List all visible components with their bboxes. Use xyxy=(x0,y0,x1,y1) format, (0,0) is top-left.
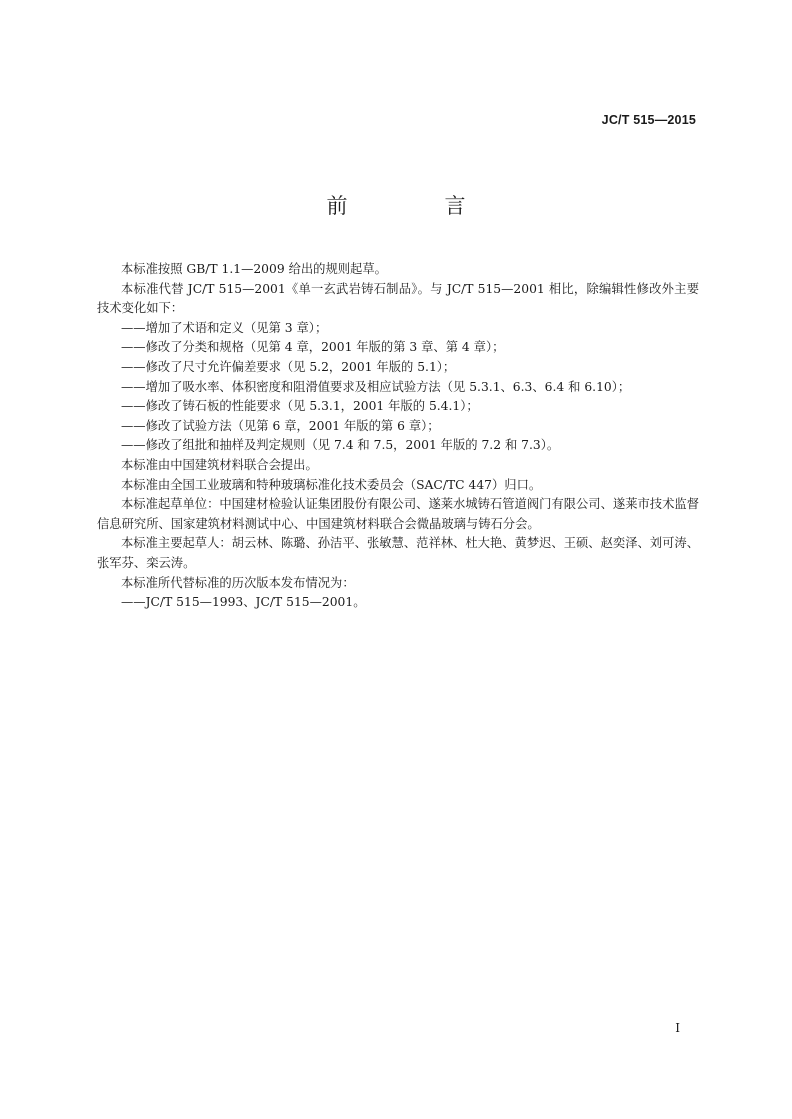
change-item: ——增加了术语和定义（见第 3 章）； xyxy=(121,320,328,335)
paragraph-drafting-rule: 本标准按照 GB/T 1.1—2009 给出的规则起草。 xyxy=(121,262,387,276)
paragraph-drafters: 本标准主要起草人：胡云林、陈璐、孙洁平、张敏慧、范祥林、杜大艳、黄梦迟、王硕、赵奕泽、刘可涛、张军芬、栾云涛。 xyxy=(97,536,699,570)
history-item: ——JC/T 515—1993、JC/T 515—2001。 xyxy=(121,595,366,610)
paragraph-replacement: 本标准代替 JC/T 515—2001《单一玄武岩铸石制品》。与 JC/T 515—2001 相比，除编辑性修改外主要技术变化如下： xyxy=(97,281,699,316)
paragraph-proposer: 本标准由中国建筑材料联合会提出。 xyxy=(121,457,318,472)
page-number: I xyxy=(675,1021,680,1035)
foreword-body xyxy=(97,260,699,613)
change-item: ——增加了吸水率、体积密度和阻滑值要求及相应试验方法（见 5.3.1、6.3、6.4 和 6.10）； xyxy=(121,379,631,394)
paragraph-committee: 本标准由全国工业玻璃和特种玻璃标准化技术委员会（SAC/TC 447）归口。 xyxy=(121,477,542,492)
change-item: ——修改了尺寸允许偏差要求（见 5.2，2001 年版的 5.1）； xyxy=(121,359,456,374)
page-title: 前 言 xyxy=(326,194,504,218)
change-item: ——修改了铸石板的性能要求（见 5.3.1，2001 年版的 5.4.1）； xyxy=(121,399,479,414)
paragraph-drafting-units: 本标准起草单位：中国建材检验认证集团股份有限公司、遂莱水城铸石管道阀门有限公司、遂莱市技术监督信息研究所、国家建筑材料测试中心、中国建筑材料联合会微晶玻璃与铸石分会。 xyxy=(97,497,699,531)
paragraph-history: 本标准所代替标准的历次版本发布情况为： xyxy=(121,575,355,590)
change-item: ——修改了试验方法（见第 6 章，2001 年版的第 6 章）； xyxy=(121,418,440,433)
change-item: ——修改了组批和抽样及判定规则（见 7.4 和 7.5，2001 年版的 7.2 和 7.3）。 xyxy=(121,438,560,453)
standard-code: JC/T 515—2015 xyxy=(601,113,696,127)
change-item: ——修改了分类和规格（见第 4 章，2001 年版的第 3 章、第 4 章）； xyxy=(121,340,505,355)
